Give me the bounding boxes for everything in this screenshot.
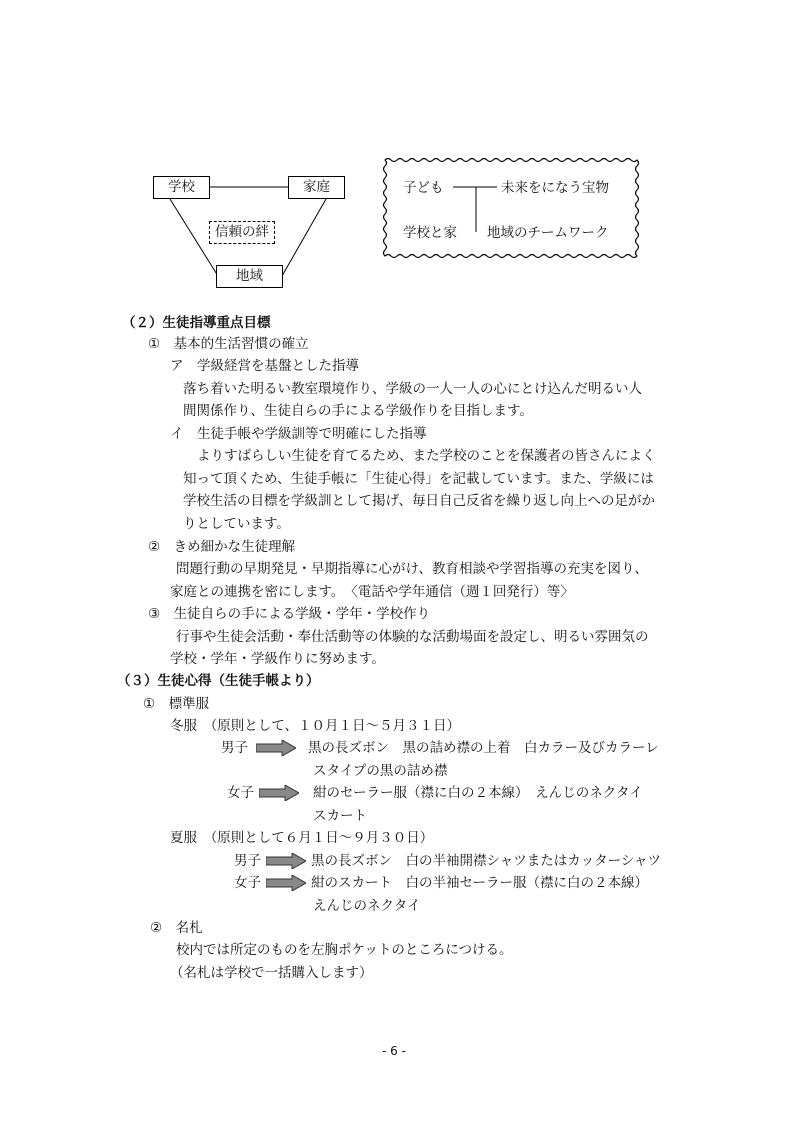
future-label: 未来をになう宝物 <box>501 180 609 196</box>
arrow-icon <box>256 740 296 756</box>
s2-item3: ③ 生徒自らの手による学級・学年・学校作り <box>148 606 431 622</box>
s2-item1i-line4: りとしています。 <box>183 516 290 532</box>
summer-girls-line1: 紺のスカート 白の半袖セーラー服（襟に白の２本線） <box>311 875 648 891</box>
page-number: - 6 - <box>382 1044 406 1058</box>
s2-item1i-line3: 学校生活の目標を学級訓として掲げ、毎日自己反省を繰り返し向上への足がか <box>183 493 655 509</box>
summer-boys-label: 男子 <box>234 853 261 869</box>
s2-item3-line2: 学校・学年・学級作りに努めます。 <box>170 651 385 667</box>
arrow-icon <box>266 853 306 869</box>
s2-item3-line1: 行事や生徒会活動・奉仕活動等の体験的な活動場面を設定し、明るい雰囲気の <box>176 629 649 645</box>
s2-item2: ② きめ細かな生徒理解 <box>148 539 296 555</box>
s3-item2: ② 名札 <box>150 920 203 936</box>
s3-item2-line1: 校内では所定のものを左胸ポケットのところにつける。 <box>176 942 513 958</box>
arrow-icon <box>266 875 306 891</box>
s2-item1a-line2: 間関係作り、生徒自らの手による学級作りを目指します。 <box>183 403 533 419</box>
arrow-icon <box>259 785 299 801</box>
child-label: 子ども <box>403 180 444 196</box>
section2-title: （２）生徒指導重点目標 <box>122 315 271 331</box>
summer-boys-line1: 黒の長ズボン 白の半袖開襟シャツまたはカッターシャツ <box>311 853 662 869</box>
winter-girls-line1: 紺のセーラー服（襟に白の２本線） えんじのネクタイ <box>313 785 643 801</box>
summer-girls-label: 女子 <box>234 875 261 891</box>
school-box: 学校 <box>153 176 210 199</box>
winter-boys-label: 男子 <box>221 740 248 756</box>
bond-box: 信頼の絆 <box>209 221 275 244</box>
section3-title: （３）生徒心得（生徒手帳より） <box>117 673 320 689</box>
community-box: 地域 <box>216 265 283 288</box>
s3-item1: ① 標準服 <box>143 696 210 712</box>
s2-item1: ① 基本的生活習慣の確立 <box>148 336 309 352</box>
s2-item2-line2: 家庭との連携を密にします。 〈電話や学年通信（週１回発行）等〉 <box>170 584 574 600</box>
winter-girls-line2: スカート <box>313 808 367 824</box>
s3-item2-line2: （名札は学校で一括購入します） <box>170 965 373 981</box>
s2-item2-line1: 問題行動の早期発見・早期指導に心がけ、教育相談や学習指導の充実を図り、 <box>176 561 648 577</box>
winter-boys-line1: 黒の長ズボン 黒の詰め襟の上着 白カラー及びカラーレ <box>308 740 659 756</box>
s2-item1i-line2: 知って頂くため、生徒手帳に「生徒心得」を記載しています。また、学級には <box>183 471 654 487</box>
s2-item1i-title: イ 生徒手帳や学級訓等で明確にした指導 <box>170 426 427 442</box>
s2-item1i-line1: よりすばらしい生徒を育てるため、また学校のことを保護者の皆さんによく <box>197 448 656 464</box>
s2-item1a-line1: 落ち着いた明るい教室環境作り、学級の一人一人の心にとけ込んだ明るい人 <box>183 381 642 397</box>
winter-girls-label: 女子 <box>227 785 254 801</box>
wavy-border <box>384 159 639 258</box>
winter-boys-line2: スタイプの黒の詰め襟 <box>313 763 448 779</box>
winter-uniform: 冬服 （原則として、１０月１日～５月３１日） <box>170 718 460 734</box>
relationship-diagram <box>0 0 794 300</box>
summer-girls-line2: えんじのネクタイ <box>313 898 421 914</box>
teamwork-label: 地域のチームワーク <box>487 225 609 241</box>
home-box: 家庭 <box>288 176 345 199</box>
school-home-label: 学校と家 <box>403 225 457 241</box>
s2-item1a-title: ア 学級経営を基盤とした指導 <box>170 358 359 374</box>
summer-uniform: 夏服 （原則として６月１日～９月３０日） <box>170 830 434 846</box>
